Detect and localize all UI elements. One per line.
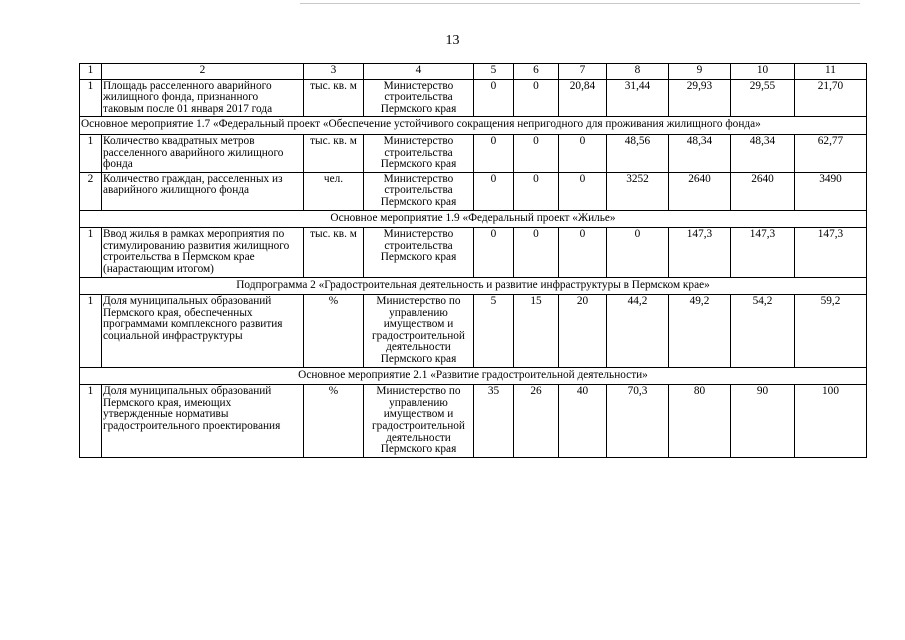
value-col-9: 2640 xyxy=(669,172,731,210)
column-number: 4 xyxy=(364,64,474,80)
value-col-7: 20,84 xyxy=(559,79,607,117)
value-col-6: 26 xyxy=(514,385,559,458)
value-col-5: 0 xyxy=(474,172,514,210)
row-index: 1 xyxy=(80,385,102,458)
section-heading: Основное мероприятие 1.7 «Федеральный проект «Обеспечение устойчивого сокращения непригодного для проживания жилищного фонда» xyxy=(80,117,867,135)
unit: чел. xyxy=(304,172,364,210)
value-col-11: 3490 xyxy=(795,172,867,210)
indicator-name: Количество граждан, расселенных из аварийного жилищного фонда xyxy=(102,172,304,210)
responsible-executor: Министерство строительства Пермского края xyxy=(364,172,474,210)
value-col-7: 0 xyxy=(559,228,607,277)
unit: % xyxy=(304,385,364,458)
value-col-5: 5 xyxy=(474,295,514,368)
table-row xyxy=(80,295,867,368)
column-number: 6 xyxy=(514,64,559,80)
section-heading: Основное мероприятие 1.9 «Федеральный проект «Жилье» xyxy=(80,210,867,228)
value-col-9: 80 xyxy=(669,385,731,458)
column-number: 8 xyxy=(607,64,669,80)
value-col-5: 0 xyxy=(474,134,514,172)
value-col-8: 70,3 xyxy=(607,385,669,458)
indicator-name: Площадь расселенного аварийного жилищного фонда, признанного таковым после 01 января 2017 года xyxy=(102,79,304,117)
row-index: 1 xyxy=(80,228,102,277)
value-col-6: 0 xyxy=(514,79,559,117)
value-col-11: 62,77 xyxy=(795,134,867,172)
column-number: 10 xyxy=(731,64,795,80)
top-scan-line xyxy=(300,3,860,4)
value-col-6: 0 xyxy=(514,134,559,172)
section-heading: Основное мероприятие 2.1 «Развитие градостроительной деятельности» xyxy=(80,367,867,385)
unit: % xyxy=(304,295,364,368)
responsible-executor: Министерство по управлению имуществом и градостроительной деятельности Пермского края xyxy=(364,295,474,368)
column-number: 2 xyxy=(102,64,304,80)
value-col-5: 0 xyxy=(474,79,514,117)
value-col-11: 147,3 xyxy=(795,228,867,277)
section-heading-row xyxy=(80,277,867,295)
indicator-name: Доля муниципальных образований Пермского края, обеспеченных программами комплексного развития социальной инфраструктуры xyxy=(102,295,304,368)
value-col-5: 0 xyxy=(474,228,514,277)
row-index: 1 xyxy=(80,134,102,172)
value-col-8: 3252 xyxy=(607,172,669,210)
value-col-9: 49,2 xyxy=(669,295,731,368)
responsible-executor: Министерство строительства Пермского края xyxy=(364,134,474,172)
responsible-executor: Министерство строительства Пермского края xyxy=(364,79,474,117)
value-col-6: 0 xyxy=(514,172,559,210)
unit: тыс. кв. м xyxy=(304,79,364,117)
table-row xyxy=(80,134,867,172)
row-index: 1 xyxy=(80,79,102,117)
value-col-10: 54,2 xyxy=(731,295,795,368)
value-col-7: 0 xyxy=(559,134,607,172)
value-col-6: 15 xyxy=(514,295,559,368)
page-number: 13 xyxy=(445,33,460,48)
value-col-9: 147,3 xyxy=(669,228,731,277)
value-col-6: 0 xyxy=(514,228,559,277)
table-row xyxy=(80,79,867,117)
column-number: 1 xyxy=(80,64,102,80)
column-number: 3 xyxy=(304,64,364,80)
column-number-row xyxy=(80,64,867,80)
section-heading-row xyxy=(80,367,867,385)
value-col-8: 44,2 xyxy=(607,295,669,368)
table-row xyxy=(80,172,867,210)
value-col-10: 48,34 xyxy=(731,134,795,172)
responsible-executor: Министерство по управлению имуществом и градостроительной деятельности Пермского края xyxy=(364,385,474,458)
indicator-name: Ввод жилья в рамках мероприятия по стимулированию развития жилищного строительства в Пермском крае (нарастающим итогом) xyxy=(102,228,304,277)
column-number: 7 xyxy=(559,64,607,80)
value-col-8: 0 xyxy=(607,228,669,277)
value-col-7: 40 xyxy=(559,385,607,458)
row-index: 2 xyxy=(80,172,102,210)
value-col-11: 59,2 xyxy=(795,295,867,368)
value-col-9: 29,93 xyxy=(669,79,731,117)
value-col-10: 29,55 xyxy=(731,79,795,117)
value-col-7: 0 xyxy=(559,172,607,210)
section-heading-row xyxy=(80,210,867,228)
value-col-10: 147,3 xyxy=(731,228,795,277)
value-col-5: 35 xyxy=(474,385,514,458)
value-col-9: 48,34 xyxy=(669,134,731,172)
value-col-8: 48,56 xyxy=(607,134,669,172)
table-row xyxy=(80,385,867,458)
unit: тыс. кв. м xyxy=(304,134,364,172)
unit: тыс. кв. м xyxy=(304,228,364,277)
value-col-8: 31,44 xyxy=(607,79,669,117)
row-index: 1 xyxy=(80,295,102,368)
value-col-11: 100 xyxy=(795,385,867,458)
responsible-executor: Министерство строительства Пермского края xyxy=(364,228,474,277)
column-number: 11 xyxy=(795,64,867,80)
value-col-7: 20 xyxy=(559,295,607,368)
value-col-11: 21,70 xyxy=(795,79,867,117)
indicator-name: Количество квадратных метров расселенного аварийного жилищного фонда xyxy=(102,134,304,172)
value-col-10: 2640 xyxy=(731,172,795,210)
indicator-name: Доля муниципальных образований Пермского края, имеющих утвержденные нормативы градостроительного проектирования xyxy=(102,385,304,458)
section-heading-row xyxy=(80,117,867,135)
indicator-table xyxy=(79,63,867,458)
section-heading: Подпрограмма 2 «Градостроительная деятельность и развитие инфраструктуры в Пермском крае» xyxy=(80,277,867,295)
value-col-10: 90 xyxy=(731,385,795,458)
column-number: 5 xyxy=(474,64,514,80)
column-number: 9 xyxy=(669,64,731,80)
table-row xyxy=(80,228,867,277)
